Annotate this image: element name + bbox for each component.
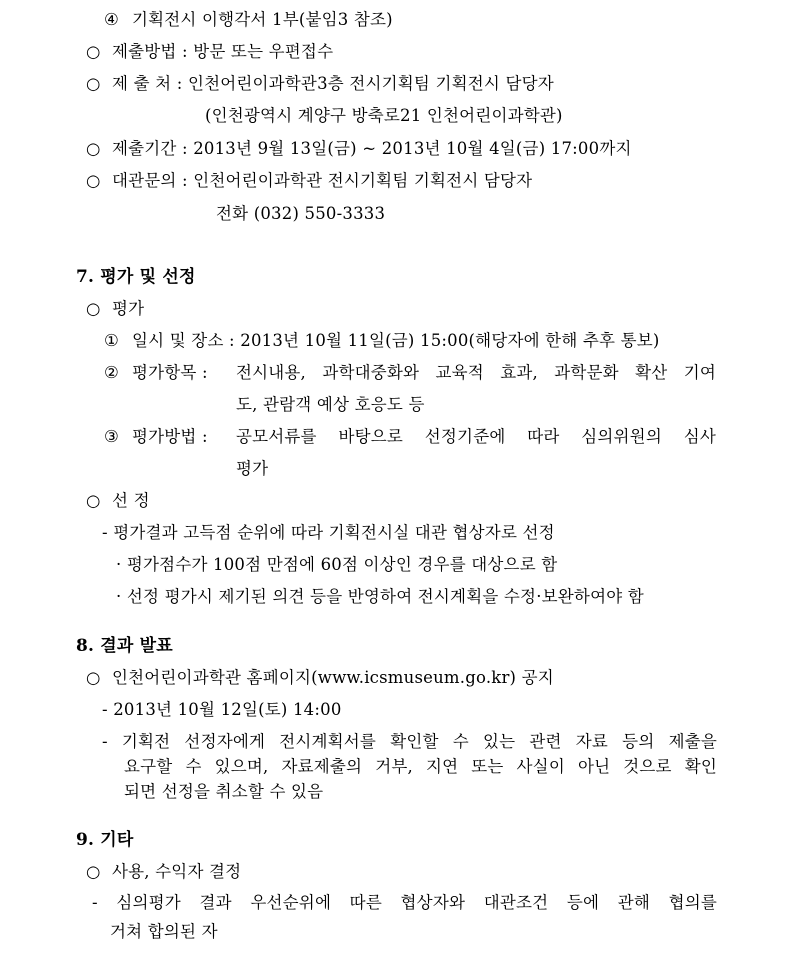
item-text: 전시내용, 과학대중화와 교육적 효과, 과학문화 확산 기여 [236,363,716,382]
evaluation-item-1 [104,327,660,351]
place-text: 제 출 처 : 인천어린이과학관3층 전시기획팀 기획전시 담당자 [112,74,554,93]
rental-inquiry [86,167,532,191]
item-text: 공모서류를 바탕으로 선정기준에 따라 심의위원의 심사 [236,427,716,446]
evaluation-item-2 [104,359,716,383]
submission-method [86,38,333,62]
selection-label: 선 정 [112,491,150,510]
submission-address: (인천광역시 계양구 방축로21 인천어린이과학관) [205,106,563,125]
negotiation-line-2: 거쳐 합의된 자 [110,922,218,941]
item-text: 기획전시 이행각서 1부(붙임3 참조) [132,10,393,29]
submission-place [86,70,554,94]
inquiry-phone: 전화 (032) 550-3333 [216,204,386,223]
submission-item-4 [104,6,393,30]
circle-bullet: ○ [86,42,101,61]
circle-bullet: ○ [86,74,101,93]
submission-period [86,135,632,159]
announcement-website [86,664,554,688]
announcement-text: 인천어린이과학관 홈페이지(www.icsmuseum.go.kr) 공지 [112,668,554,687]
method-text: 제출방법 : 방문 또는 우편접수 [112,42,334,61]
user-decision [86,858,241,882]
negotiation-line-1: - 심의평가 결과 우선순위에 따른 협상자와 대관조건 등에 관해 협의를 [92,893,717,912]
item-text: 2013년 10월 11일(금) 15:00(해당자에 한해 추후 통보) [240,331,660,350]
circle-bullet: ○ [86,491,101,510]
item-number: ④ [104,10,119,29]
announcement-note-line-3: 되면 선정을 취소할 수 있음 [124,782,324,801]
item-number: ② [104,363,119,382]
evaluation-item-3 [104,423,716,447]
evaluation-item-2-continued: 도, 관람객 예상 호응도 등 [236,395,425,414]
section-8-heading: 8. 결과 발표 [76,636,173,656]
selection-revision-rule: · 선정 평가시 제기된 의견 등을 반영하여 전시계획을 수정·보완하여야 함 [116,587,644,606]
announcement-note-line-1: - 기획전 선정자에게 전시계획서를 확인할 수 있는 관련 자료 등의 제출을 [102,732,717,751]
selection-criteria: - 평가결과 고득점 순위에 따라 기획전시실 대관 협상자로 선정 [102,523,555,542]
item-label: 평가방법 : [132,427,208,446]
section-7-heading: 7. 평가 및 선정 [76,267,196,287]
inquiry-text: 대관문의 : 인천어린이과학관 전시기획팀 기획전시 담당자 [112,171,533,190]
circle-bullet: ○ [86,862,101,881]
item-label: 일시 및 장소 : [132,331,235,350]
item-number: ③ [104,427,119,446]
evaluation-item-3-continued: 평가 [236,459,269,478]
selection-score-rule: · 평가점수가 100점 만점에 60점 이상인 경우를 대상으로 함 [116,555,558,574]
circle-bullet: ○ [86,139,101,158]
item-number: ① [104,331,119,350]
announcement-date: - 2013년 10월 12일(토) 14:00 [102,700,342,719]
period-text: 제출기간 : 2013년 9월 13일(금) ~ 2013년 10월 4일(금) 17:00까지 [112,139,632,158]
item-label: 평가항목 : [132,363,208,382]
circle-bullet: ○ [86,668,101,687]
evaluation-label: 평가 [112,299,145,318]
selection-subheading [86,487,150,511]
section-9-heading: 9. 기타 [76,830,134,850]
circle-bullet: ○ [86,299,101,318]
announcement-note-line-2: 요구할 수 있으며, 자료제출의 거부, 지연 또는 사실이 아닌 것으로 확인 [124,757,717,776]
user-decision-text: 사용, 수익자 결정 [112,862,242,881]
circle-bullet: ○ [86,171,101,190]
evaluation-subheading [86,295,144,319]
